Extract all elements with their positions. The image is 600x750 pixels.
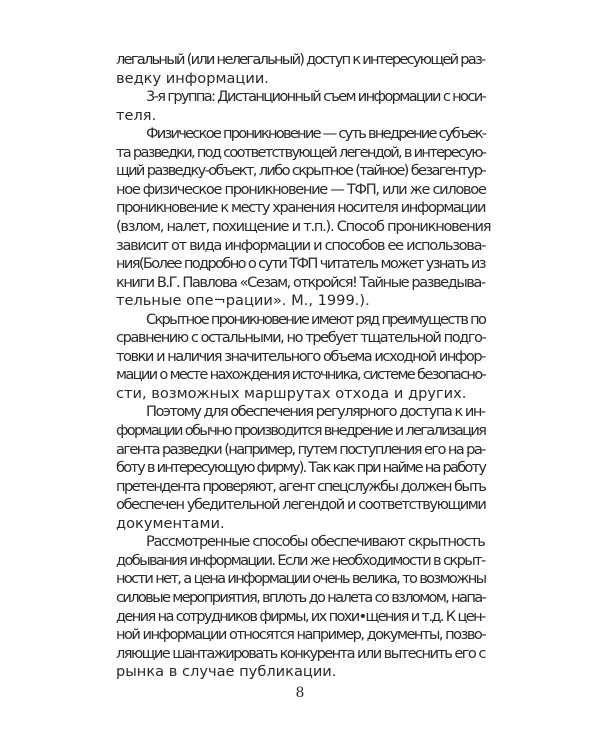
text-line: легальный (или нелегальный) доступ к интересующей раз- <box>116 51 485 68</box>
text-line: Скрытное проникновение имеют ряд преимуществ по <box>146 310 486 328</box>
text-line: зависит от вида информации и способов ее использова- <box>116 236 486 254</box>
text-line: Рассмотренные способы обеспечивают скрытность <box>146 533 485 551</box>
text-line: претендента проверяют, агент спецслужбы должен быть <box>116 477 486 495</box>
text-line: сравнению с остальными, но требует тщательной подго- <box>116 329 486 347</box>
text-line: мации о месте нахождения источника, системе безопасно- <box>116 366 486 384</box>
text-line: боту в интересующую фирму). Так как при найме на работу <box>116 459 486 477</box>
text-line: 3-я группа: Дистанционный съем информации с носи- <box>146 88 486 106</box>
text-line: (взлом, налет, похищение и т.п.). Способ проникновения <box>116 218 491 235</box>
text-line: тельные опе¬рации». М., 1999.). <box>116 292 370 310</box>
text-line: добывания информации. Если же необходимости в скрыт- <box>116 551 485 569</box>
text-line: агента разведки (например, путем поступления его на ра- <box>116 440 485 458</box>
text-line: ной информации относятся например, документы, позво- <box>116 626 486 644</box>
text-line: дения на сотрудников фирмы, их похи•щения и т.д. К цен- <box>116 607 485 625</box>
text-line: силовые мероприятия, вплоть до налета со взломом, напа- <box>116 589 486 606</box>
text-line: ведку информации. <box>116 69 269 87</box>
text-line: проникновение к месту хранения носителя информации <box>116 199 486 217</box>
text-line: щий разведку-объект, либо скрытное (тайное) безагентур- <box>116 162 486 180</box>
text-line: Поэтому для обеспечения регулярного доступа к ин- <box>146 403 485 421</box>
text-line: формации обычно производится внедрение и легализация <box>116 422 486 439</box>
page-number: 8 <box>295 685 305 701</box>
text-line: товки и наличия значительного объема исходной инфор- <box>116 347 485 365</box>
text-line: ное физическое проникновение — ТФП, или же силовое <box>116 180 486 198</box>
text-line: та разведки, под соответствующей легендой, в интересую- <box>116 143 486 161</box>
text-line: сти, возможных маршрутах отхода и других. <box>116 384 467 402</box>
text-line: ляющие шантажировать конкурента или вытеснить его с <box>116 644 485 662</box>
text-line: ния(Более подробно о сути ТФП читатель может узнать из <box>116 255 485 273</box>
text-line: книги В.Г. Павлова «Сезам, откройся! Тайные разведыва- <box>116 273 485 291</box>
text-line: рынка в случае публикации. <box>116 663 337 681</box>
text-line: обеспечен убедительной легендой и соответствующими <box>116 496 486 514</box>
text-line: Физическое проникновение — суть внедрение субъек- <box>146 125 486 143</box>
text-line: ности нет, а цена информации очень велика, то возможны <box>116 570 486 588</box>
text-line: теля. <box>116 106 157 124</box>
text-line: документами. <box>116 514 225 532</box>
